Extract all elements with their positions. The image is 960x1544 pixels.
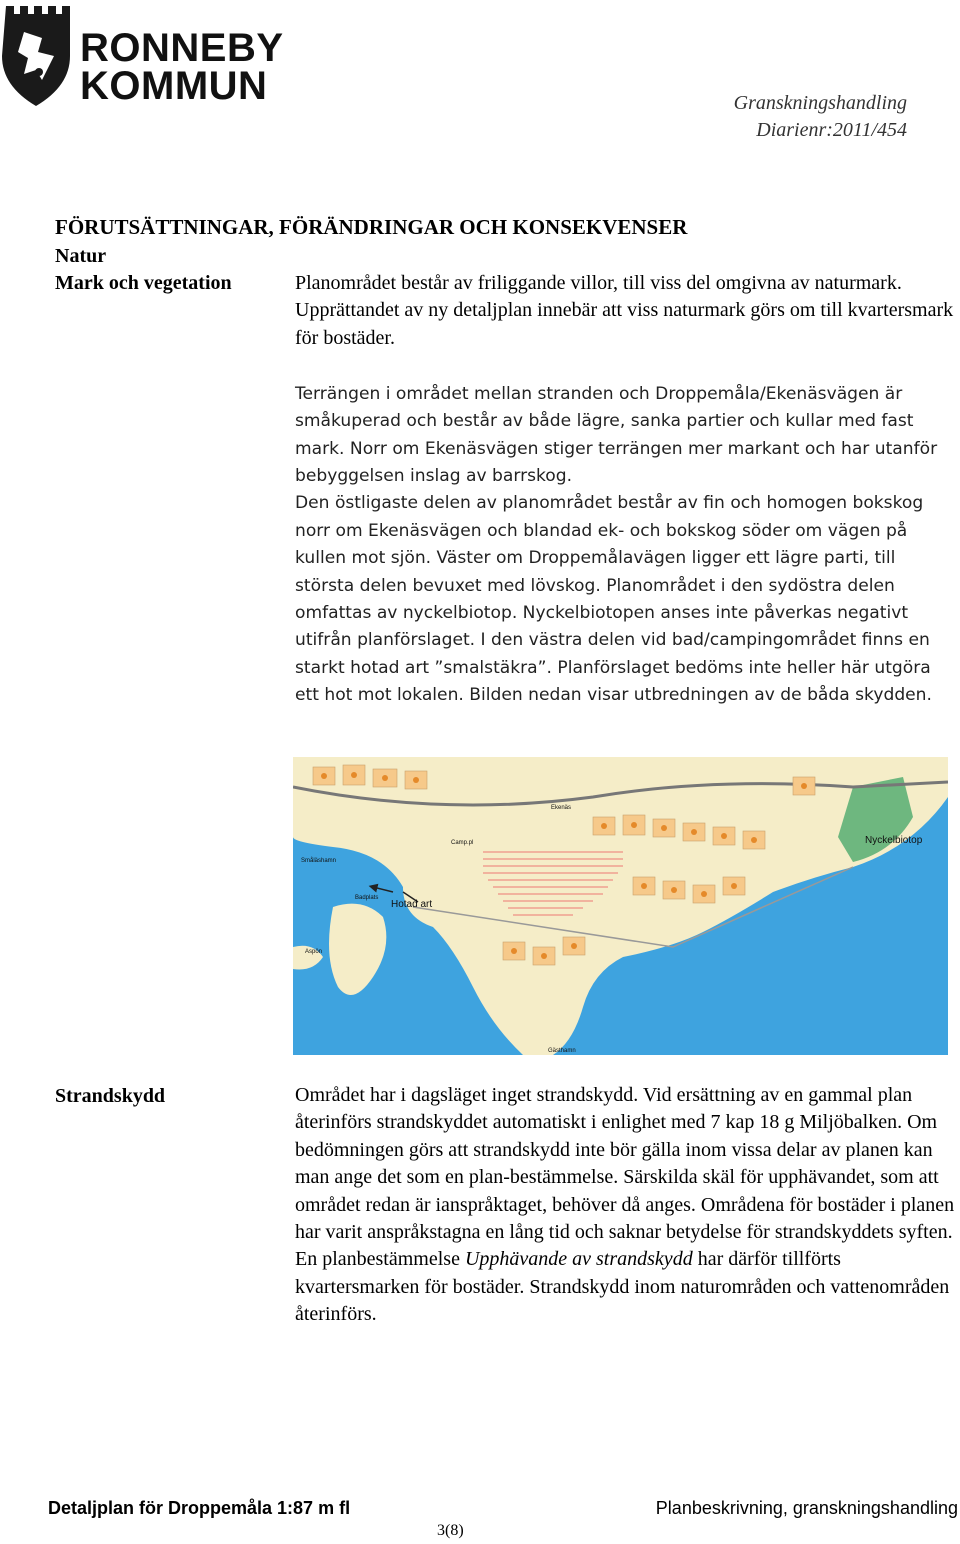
map-label-hotad-art: Hotad art [391,899,433,910]
mark-paragraph-3-text: Den östligaste delen av planområdet består av fin och homogen bokskog norr om Ekenäsvägen och blandad ek- och bokskog söder om vägen på kullen mot sjön. Väster om Droppemålavägen ligger ett lägre parti, till största delen bevuxet med lövskog. Planområdet i den sydöstra delen omfattas av nyckelbiotop. Nyckelbiotopen anses inte påverkas negativt utifrån planförslaget. I den västra delen vid bad/campingområdet finns en starkt hotad art ”smalstäkra”. Planförslaget bedöms inte heller här utgöra ett hot mot lokalen. Bilden nedan visar utbredningen av de båda skydden. [295,493,932,706]
section-heading: FÖRUTSÄTTNINGAR, FÖRÄNDRINGAR OCH KONSEKVENSER [55,215,688,239]
strandskydd-label: Strandskydd [55,1085,166,1107]
map-label-aspon: Aspön [305,949,323,955]
map-label-smalotshamn: Småläshamn [301,858,337,864]
map-graphic [293,757,948,1055]
map-label-camping: Camp.pl [451,840,474,846]
map-label-badplats: Badplats [355,895,379,901]
strandskydd-text-a: Området har i dagsläget inget strandskydd. Vid ersättning av en gammal plan återinförs strandskyddet automatiskt i enlighet med 7 kap 18 g Miljöbalken. Om bedömningen görs att strandskydd inte bör gälla inom vissa delar av planen kan man ange det som en plan-bestämmelse. Särskilda skäl för upphävandet, som att området redan är ianspråktaget, behöver då anges. Områdena för bostäder i planen har varit anspråkstagna en lång tid och saknar betydelse för strandskyddets syften. En planbestämmelse [295,1084,955,1271]
logo-line-2: KOMMUN [80,64,268,108]
strandskydd-paragraph [295,1082,955,1329]
plan-map [293,757,948,1055]
footer-doc-type: Planbeskrivning, granskningshandling [655,1498,958,1518]
map-label-gasthamn: Gästhamn [548,1048,576,1054]
section-subheading: Natur [55,245,107,267]
mark-paragraph-1: Planområdet består av friliggande villor, till viss del omgivna av naturmark. Upprättandet av ny detaljplan innebär att viss naturmark görs om till kvartersmark för bostäder. [295,272,954,349]
map-label-ekenas: Ekenäs [551,805,572,811]
map-label-nyckelbiotop: Nyckelbiotop [865,835,923,846]
logo-line-1: RONNEBY [80,26,284,70]
mark-paragraph-3 [295,463,955,710]
diarienummer: Diarienr:2011/454 [756,119,907,141]
strandskydd-italic-term: Upphävande av strandskydd [464,1248,693,1271]
strandskydd-text-b: har därför tillförts kvartersmarken för bostäder. Strandskydd inom naturområden och vattenområden återinförs. [295,1248,950,1326]
coat-of-arms-icon [2,2,76,112]
document-status: Granskningshandling [733,92,907,114]
mark-och-vegetation-label: Mark och vegetation [55,272,232,294]
page-number: 3(8) [437,1522,464,1539]
mark-paragraph-2: Terrängen i området mellan stranden och Droppemåla/Ekenäsvägen är småkuperad och består av både lägre, sanka partier och kullar med fast mark. Norr om Ekenäsvägen stiger terrängen mer markant och har utanför bebyggelsen inslag av barrskog. [295,384,938,487]
footer-plan-title: Detaljplan för Droppemåla 1:87 m fl [48,1498,351,1518]
ronneby-kommun-logo [2,2,282,112]
